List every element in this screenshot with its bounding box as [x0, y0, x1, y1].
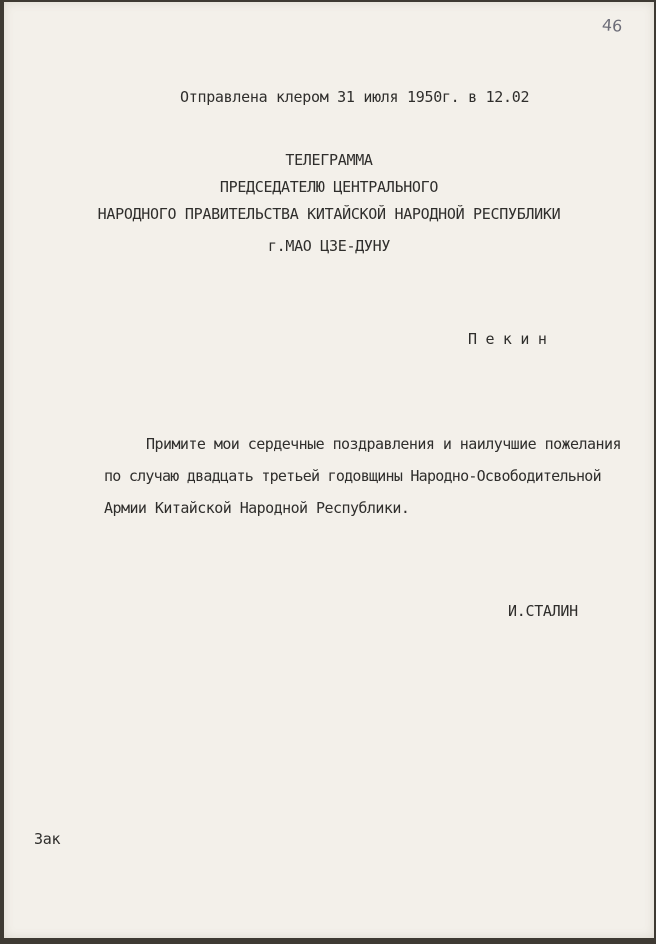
archive-page-number: 46 — [601, 15, 623, 36]
paper-sheet — [4, 2, 654, 938]
footer-mark: Зак — [34, 830, 61, 848]
heading-title: ТЕЛЕГРАММА — [285, 151, 373, 169]
destination-city: П е к и н — [468, 330, 547, 348]
body-line-2: по случаю двадцать третьей годовщины Народно-Освободительной — [104, 467, 601, 485]
body-line-3: Армии Китайской Народной Республики. — [104, 499, 410, 517]
body-line-1: Примите мои сердечные поздравления и наилучшие пожелания — [146, 435, 621, 453]
heading-recipient-name: г.МАО ЦЗЕ-ДУНУ — [267, 237, 391, 255]
heading-recipient-line-2: НАРОДНОГО ПРАВИТЕЛЬСТВА КИТАЙСКОЙ НАРОДНОЙ РЕСПУБЛИКИ — [97, 205, 561, 223]
heading-recipient-line-1: ПРЕДСЕДАТЕЛЮ ЦЕНТРАЛЬНОГО — [219, 178, 439, 196]
signature: И.СТАЛИН — [508, 602, 578, 620]
sent-line: Отправлена клером 31 июля 1950г. в 12.02 — [180, 88, 530, 106]
